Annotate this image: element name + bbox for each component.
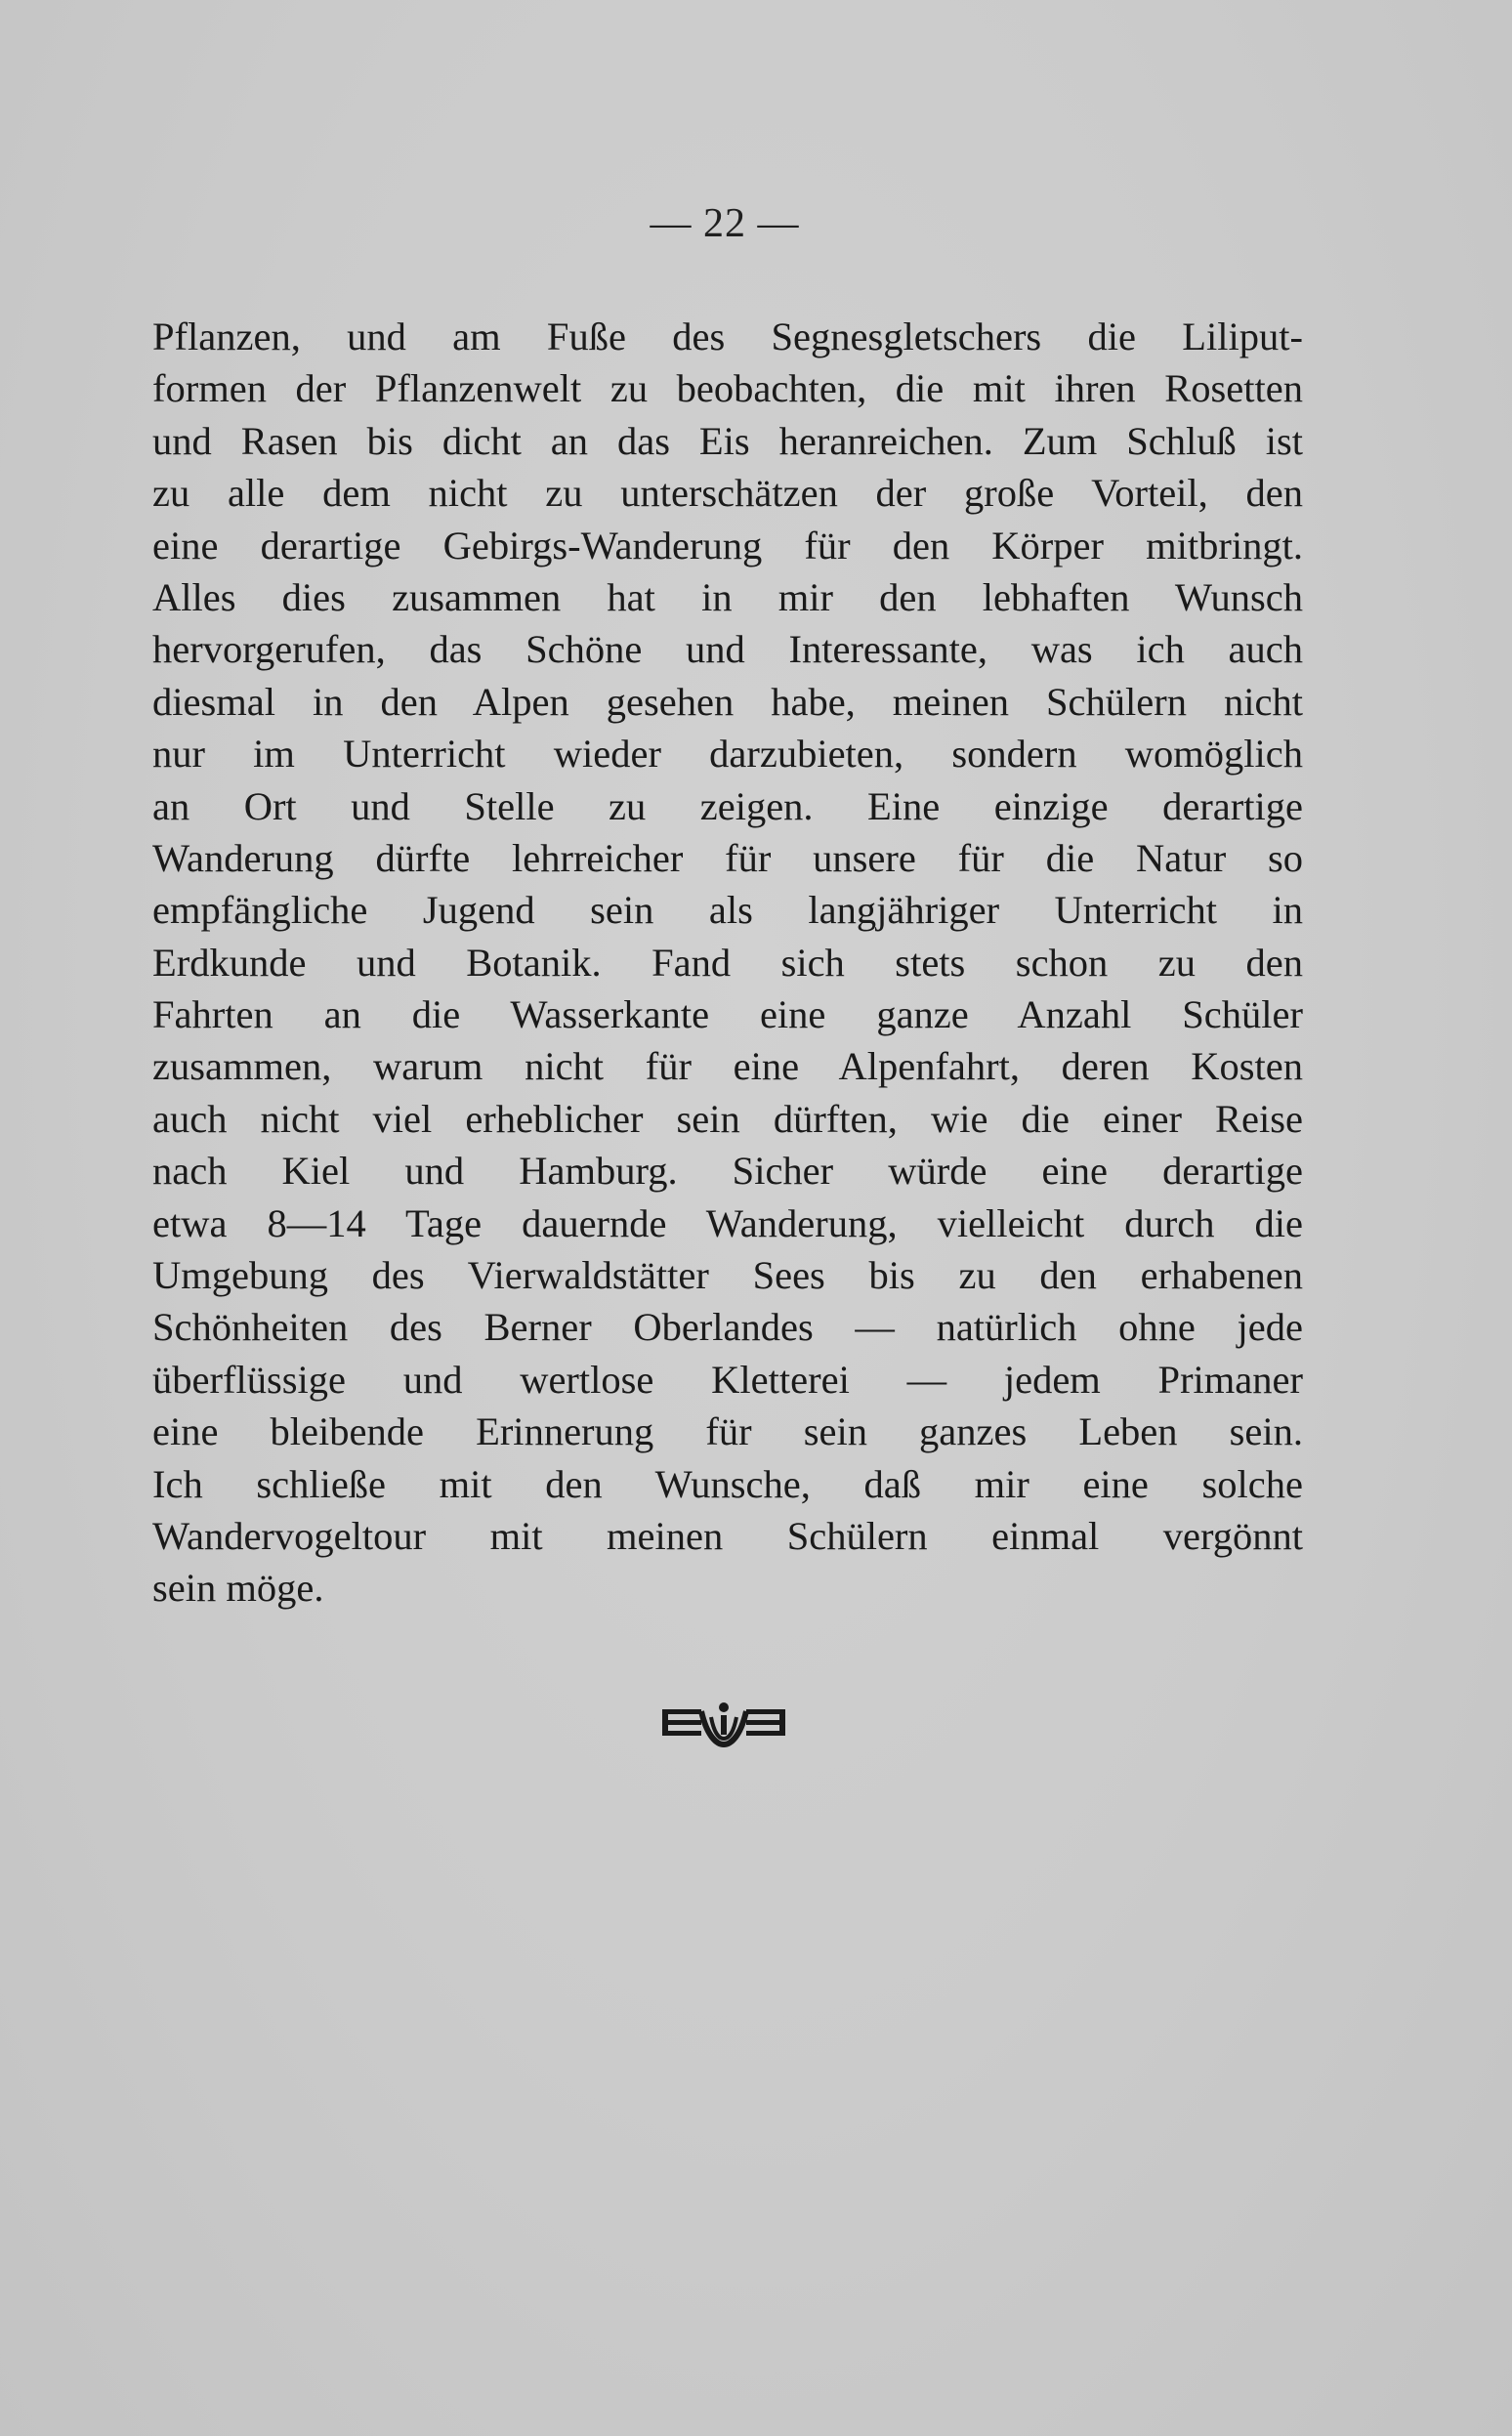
text-line: Erdkunde und Botanik. Fand sich stets schon zu den <box>152 940 1303 985</box>
text-line: hervorgerufen, das Schöne und Interessante, was ich auch <box>152 627 1303 672</box>
body-text <box>152 311 1303 1615</box>
text-line: formen der Pflanzenwelt zu beobachten, die mit ihren Rosetten <box>152 366 1303 411</box>
text-line: sein möge. <box>152 1566 324 1611</box>
text-line: auch nicht viel erheblicher sein dürften, wie die einer Reise <box>152 1096 1303 1141</box>
text-line: Pflanzen, und am Fuße des Segnesgletschers die Liliput- <box>152 315 1303 358</box>
text-line: Fahrten an die Wasserkante eine ganze Anzahl Schüler <box>152 992 1303 1037</box>
page-number: — 22 — <box>650 201 800 246</box>
text-line: zusammen, warum nicht für eine Alpenfahrt, deren Kosten <box>152 1044 1303 1089</box>
text-line: Ich schließe mit den Wunsche, daß mir eine solche <box>152 1461 1303 1506</box>
text-line: Schönheiten des Berner Oberlandes — natürlich ohne jede <box>152 1305 1303 1350</box>
text-line: nach Kiel und Hamburg. Sicher würde eine derartige <box>152 1149 1303 1194</box>
text-line: überflüssige und wertlose Kletterei — jedem Primaner <box>152 1357 1303 1402</box>
text-line: an Ort und Stelle zu zeigen. Eine einzige derartige <box>152 783 1303 828</box>
text-line: Umgebung des Vierwaldstätter Sees bis zu den erhabenen <box>152 1253 1303 1298</box>
text-line: zu alle dem nicht zu unterschätzen der große Vorteil, den <box>152 471 1303 516</box>
text-line: eine derartige Gebirgs-Wanderung für den Körper mitbringt. <box>152 523 1303 567</box>
text-line: und Rasen bis dicht an das Eis heranreichen. Zum Schluß ist <box>152 418 1303 463</box>
text-line: nur im Unterricht wieder darzubieten, sondern womöglich <box>152 732 1303 777</box>
text-line: eine bleibende Erinnerung für sein ganzes Leben sein. <box>152 1409 1303 1454</box>
text-line: Wandervogeltour mit meinen Schülern einmal vergönnt <box>152 1513 1303 1558</box>
text-line: Wanderung dürfte lehrreicher für unsere für die Natur so <box>152 835 1303 880</box>
text-line: Alles dies zusammen hat in mir den lebhaften Wunsch <box>152 574 1303 619</box>
printers-ornament-icon <box>660 1698 787 1748</box>
text-line: empfängliche Jugend sein als langjähriger Unterricht in <box>152 888 1303 933</box>
text-line: diesmal in den Alpen gesehen habe, meinen Schülern nicht <box>152 679 1303 724</box>
text-line: etwa 8—14 Tage dauernde Wanderung, vielleicht durch die <box>152 1200 1303 1245</box>
